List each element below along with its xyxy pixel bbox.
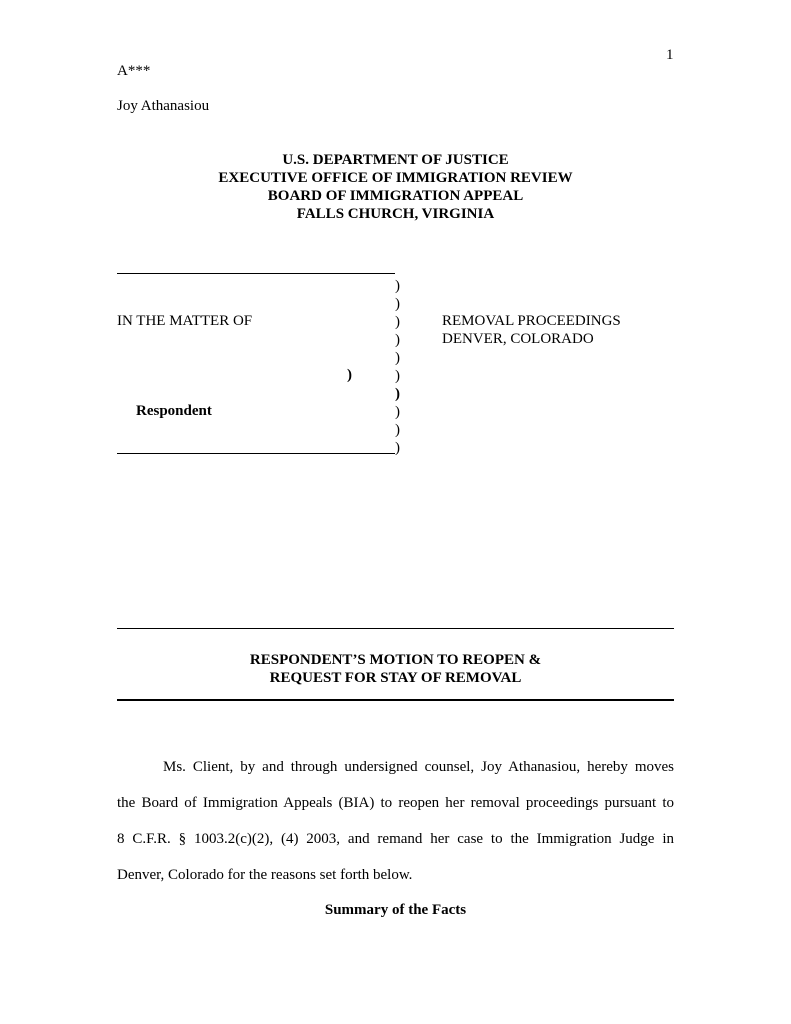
caption-bottom-rule <box>117 453 395 454</box>
body-line: the Board of Immigration Appeals (BIA) to reopen her removal proceedings pursuant to <box>117 795 674 811</box>
caption-paren: ) <box>395 314 400 330</box>
in-the-matter-label: IN THE MATTER OF <box>117 313 253 329</box>
caption-paren: ) <box>395 368 400 384</box>
court-line-4: FALLS CHURCH, VIRGINIA <box>296 206 495 222</box>
title-bottom-rule <box>117 699 674 701</box>
court-line-1: U.S. DEPARTMENT OF JUSTICE <box>282 152 509 168</box>
body-line: Denver, Colorado for the reasons set forth below. <box>117 867 413 883</box>
caption-paren: ) <box>395 440 400 456</box>
motion-title-line-2: REQUEST FOR STAY OF REMOVAL <box>269 670 522 686</box>
body-line: Ms. Client, by and through undersigned counsel, Joy Athanasiou, hereby moves <box>163 759 674 775</box>
caption-paren: ) <box>395 404 400 420</box>
caption-paren-extra: ) <box>347 367 352 383</box>
caption-paren: ) <box>395 422 400 438</box>
court-line-2: EXECUTIVE OFFICE OF IMMIGRATION REVIEW <box>218 170 573 186</box>
caption-paren: ) <box>395 386 400 402</box>
body-line: 8 C.F.R. § 1003.2(c)(2), (4) 2003, and remand her case to the Immigration Judge in <box>117 831 674 847</box>
motion-title-line-1: RESPONDENT’S MOTION TO REOPEN & <box>249 652 542 668</box>
respondent-label: Respondent <box>136 403 212 419</box>
caption-paren: ) <box>395 350 400 366</box>
alien-number: A*** <box>117 63 151 79</box>
caption-paren: ) <box>395 296 400 312</box>
attorney-name: Joy Athanasiou <box>117 98 210 114</box>
section-heading: Summary of the Facts <box>324 902 467 918</box>
caption-paren: ) <box>395 278 400 294</box>
title-top-rule <box>117 628 674 629</box>
caption-top-rule <box>117 273 395 274</box>
caption-paren-column <box>395 277 405 457</box>
page-number: 1 <box>666 47 674 63</box>
caption-paren: ) <box>395 332 400 348</box>
body-paragraph <box>117 749 674 893</box>
court-line-3: BOARD OF IMMIGRATION APPEAL <box>267 188 524 204</box>
proceedings-location: DENVER, COLORADO <box>442 331 594 347</box>
proceedings-type: REMOVAL PROCEEDINGS <box>442 313 621 329</box>
